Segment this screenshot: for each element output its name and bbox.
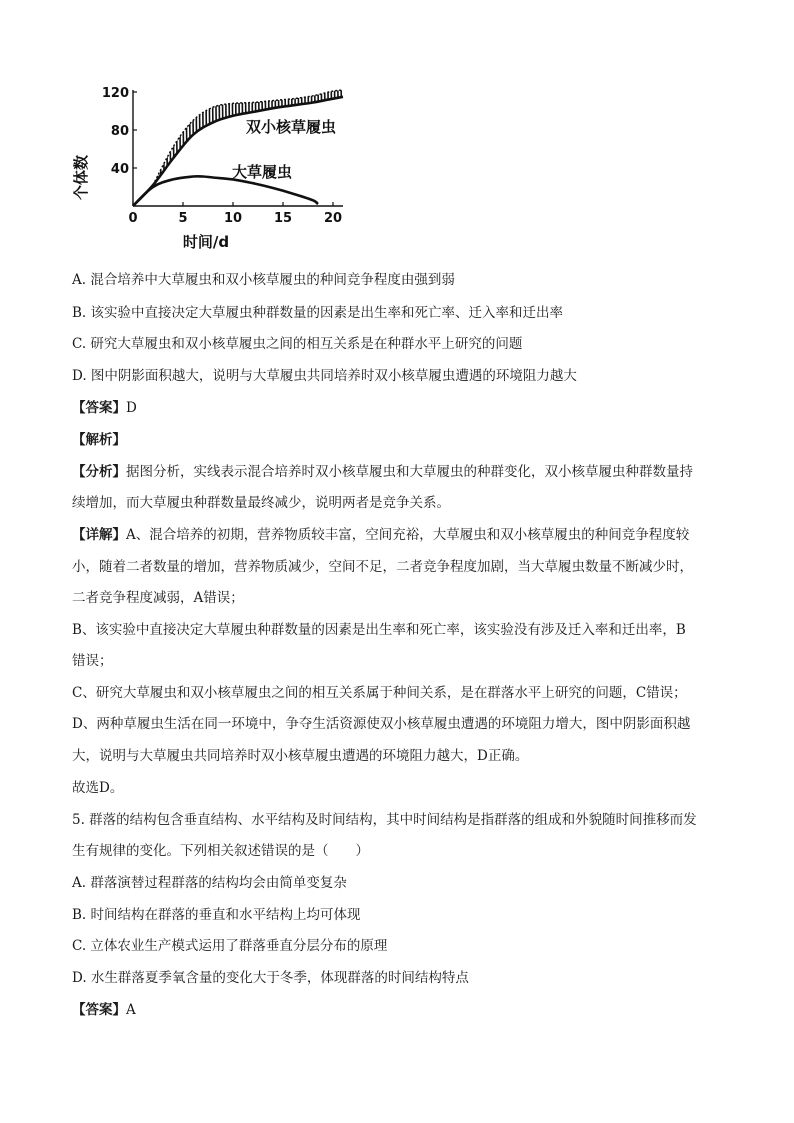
hatch-line <box>193 84 195 206</box>
hatch-line <box>288 84 290 206</box>
y-tick-label: 40 <box>110 162 129 177</box>
xiangjie-line-6: C、研究大草履虫和双小核草履虫之间的相互关系属于种间关系，是在群落水平上研究的问题，C错误； <box>72 685 687 701</box>
hatch-line <box>209 84 211 206</box>
xiangjie-line-1 <box>72 525 689 545</box>
fenxi-text: 据图分析，实线表示混合培养时双小核草履虫和大草履虫的种群变化，双小核草履虫种群数量持 <box>126 464 693 480</box>
hatch-line <box>199 84 201 206</box>
hatch-line <box>302 84 304 206</box>
xiangjie-line-3: 二者竞争程度减弱，A错误； <box>72 590 244 606</box>
analysis-label: 【解析】 <box>72 432 126 448</box>
xiangjie-text: A、混合培养的初期，营养物质较丰富，空间充裕，大草履虫和双小核草履虫的种间竞争程度较 <box>126 527 690 543</box>
hatch-line <box>265 84 267 206</box>
fenxi-label: 【分析】 <box>72 464 126 480</box>
hatch-line <box>212 84 214 206</box>
hatch-line <box>282 84 284 206</box>
hatch-line <box>216 84 218 206</box>
q4-option-c: C. 研究大草履虫和双小核草履虫之间的相互关系是在种群水平上研究的问题 <box>72 336 523 352</box>
q5-option-c: C. 立体农业生产模式运用了群落垂直分层分布的原理 <box>72 938 388 954</box>
hatch-line <box>219 84 221 206</box>
hatch-line <box>229 84 231 206</box>
hatch-line <box>222 84 224 206</box>
hatch-line <box>239 84 241 206</box>
q5-stem-line-1: 5. 群落的结构包含垂直结构、水平结构及时间结构，其中时间结构是指群落的组成和外貌随时间推移而发 <box>72 812 697 828</box>
hatch-line <box>232 84 234 206</box>
hatch-line <box>186 84 188 206</box>
hatch-line <box>259 84 261 206</box>
series-line-shuangxiaohe <box>133 97 343 206</box>
series-label-dacaolv: 大草履虫 <box>232 163 293 181</box>
y-axis-label: 个体数 <box>72 154 90 200</box>
fenxi-line-2: 续增加，而大草履虫种群数量最终减少，说明两者是竞争关系。 <box>72 495 450 511</box>
hatch-line <box>331 84 333 206</box>
x-tick-label: 5 <box>178 211 188 226</box>
answer-value: A <box>126 1002 136 1018</box>
hatch-line <box>242 84 244 206</box>
hatch-line <box>196 84 198 206</box>
x-tick-label: 20 <box>323 211 343 226</box>
hatch-line <box>295 84 297 206</box>
q5-option-a: A. 群落演替过程群落的结构均会由简单变复杂 <box>72 875 347 891</box>
q5-answer <box>72 1000 136 1020</box>
hatch-line <box>179 84 181 206</box>
x-tick-label: 10 <box>223 211 243 226</box>
hatch-line <box>335 84 337 206</box>
hatch-line <box>206 84 208 206</box>
hatch-line <box>166 84 168 206</box>
q4-option-a: A. 混合培养中大草履虫和双小核草履虫的种间竞争程度由强到弱 <box>72 272 455 288</box>
x-tick-label: 0 <box>128 211 138 226</box>
xiangjie-line-8: 大，说明与大草履虫共同培养时双小核草履虫遭遇的环境阻力越大，D正确。 <box>72 748 529 764</box>
hatch-line <box>341 84 343 206</box>
xiangjie-line-7: D、两种草履虫生活在同一环境中，争夺生活资源使双小核草履虫遭遇的环境阻力增大，图中阴影面积越 <box>72 716 691 732</box>
answer-label: 【答案】 <box>72 1002 126 1018</box>
answer-value: D <box>126 400 137 416</box>
hatch-line <box>156 84 158 206</box>
xiangjie-line-4: B、该实验中直接决定大草履虫种群数量的因素是出生率和死亡率，该实验没有涉及迁入率和迁出率，B <box>72 622 686 638</box>
q5-option-d: D. 水生群落夏季氧含量的变化大于冬季，体现群落的时间结构特点 <box>72 970 469 986</box>
hatch-line <box>338 84 340 206</box>
series-label-shuangxiaohe: 双小核草履虫 <box>246 118 337 136</box>
hatch-line <box>176 84 178 206</box>
xiangjie-label: 【详解】 <box>72 527 126 543</box>
x-tick-label: 15 <box>273 211 293 226</box>
hatch-line <box>285 84 287 206</box>
x-axis-label: 时间/d <box>182 233 230 251</box>
q4-option-d: D. 图中阴影面积越大，说明与大草履虫共同培养时双小核草履虫遭遇的环境阻力越大 <box>72 368 577 384</box>
xiangjie-line-2: 小，随着二者数量的增加，营养物质减少，空间不足，二者竞争程度加剧，当大草履虫数量不断减少时， <box>72 559 693 575</box>
y-tick-label: 120 <box>101 86 129 101</box>
q5-option-b: B. 时间结构在群落的垂直和水平结构上均可体现 <box>72 907 361 923</box>
hatch-line <box>292 84 294 206</box>
hatch-line <box>160 84 162 206</box>
xiangjie-line-5: 错误； <box>72 653 113 669</box>
q4-option-b: B. 该实验中直接决定大草履虫种群数量的因素是出生率和死亡率、迁入率和迁出率 <box>72 305 564 321</box>
hatch-line <box>189 84 191 206</box>
population-chart <box>72 80 368 255</box>
hatch-line <box>321 84 323 206</box>
answer-label: 【答案】 <box>72 400 126 416</box>
xiangjie-line-9: 故选D。 <box>72 780 124 796</box>
hatch-line <box>170 84 172 206</box>
hatch-line <box>163 84 165 206</box>
hatch-line <box>298 84 300 206</box>
q5-stem-line-2: 生有规律的变化。下列相关叙述错误的是（ ） <box>72 843 369 859</box>
hatch-line <box>278 84 280 206</box>
hatch-line <box>226 84 228 206</box>
hatch-line <box>203 84 205 206</box>
hatch-line <box>236 84 238 206</box>
y-tick-label: 80 <box>110 124 129 139</box>
hatch-line <box>328 84 330 206</box>
fenxi-line-1 <box>72 462 693 482</box>
hatch-line <box>325 84 327 206</box>
q4-answer <box>72 398 137 418</box>
